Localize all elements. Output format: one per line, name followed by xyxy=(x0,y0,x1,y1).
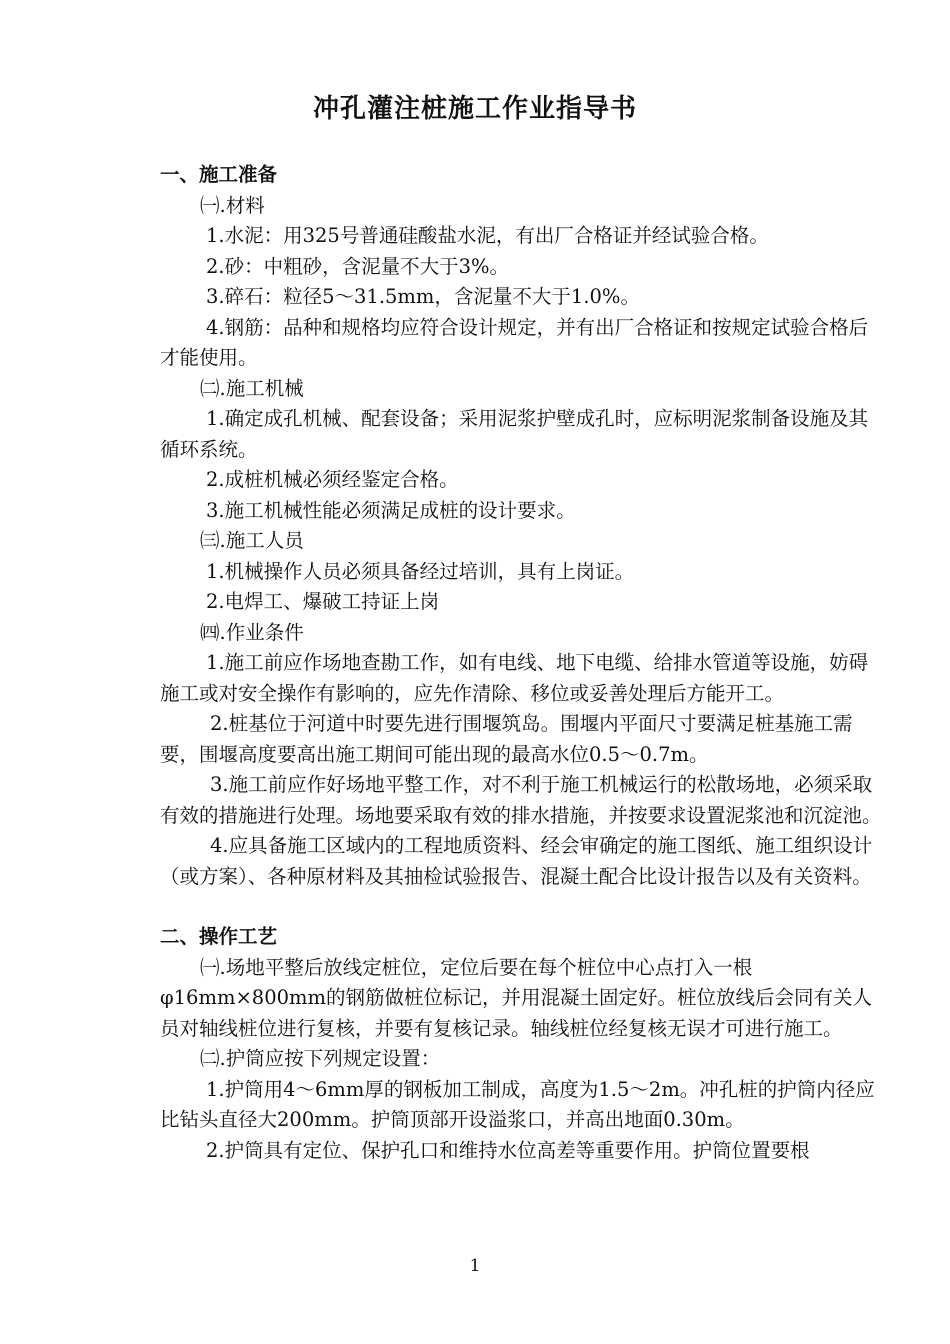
page-number: 1 xyxy=(469,1256,481,1276)
paragraph: 3.施工机械性能必须满足成桩的设计要求。 xyxy=(206,498,576,522)
paragraph: ㈠.场地平整后放线定桩位，定位后要在每个桩位中心点打入一根φ16mm×800mm的钢筋做桩位标记，并用混凝土固定好。桩位放线后会同有关人员对轴线桩位进行复核，并要有复核记录。轴线桩位经复核无误才可进行施工。 xyxy=(160,955,872,1040)
paragraph-gap xyxy=(160,892,886,922)
paragraph: 4.钢筋：品种和规格均应符合设计规定，并有出厂合格证和按规定试验合格后才能使用。 xyxy=(160,315,869,369)
paragraph: ㈡.护筒应按下列规定设置： xyxy=(200,1047,441,1070)
document-body xyxy=(160,160,886,1166)
paragraph: 1.机械操作人员必须具备经过培训，具有上岗证。 xyxy=(206,559,635,583)
paragraph: ㈢.施工人员 xyxy=(200,529,304,552)
paragraph: ㈣.作业条件 xyxy=(200,620,304,644)
paragraph: 1.施工前应作场地查勘工作，如有电线、地下电缆、给排水管道等设施，妨碍施工或对安全操作有影响的，应先作清除、移位或妥善处理后方能开工。 xyxy=(160,651,869,705)
paragraph: 二、操作工艺 xyxy=(160,925,278,948)
paragraph: 1.护筒用4～6mm厚的钢板加工制成，高度为1.5～2m。冲孔桩的护筒内径应比钻头直径大200mm。护筒顶部开设溢浆口，并高出地面0.30m。 xyxy=(160,1077,875,1131)
document-title: 冲孔灌注桩施工作业指导书 xyxy=(312,94,637,124)
paragraph: 3.碎石：粒径5～31.5mm，含泥量不大于1.0%。 xyxy=(206,285,640,308)
paragraph: 4.应具备施工区域内的工程地质资料、经会审确定的施工图纸、施工组织设计（或方案）、各种原材料及其抽检试验报告、混凝土配合比设计报告以及有关资料。 xyxy=(160,834,873,888)
paragraph: ㈡.施工机械 xyxy=(200,376,304,400)
paragraph: 2.电焊工、爆破工持证上岗 xyxy=(206,590,440,613)
paragraph: ㈠.材料 xyxy=(200,193,265,217)
paragraph: 2.成桩机械必须经鉴定合格。 xyxy=(206,468,459,491)
paragraph: 2.砂：中粗砂，含泥量不大于3%。 xyxy=(206,254,510,278)
paragraph: 一、施工准备 xyxy=(160,163,278,186)
paragraph: 1.确定成孔机械、配套设备；采用泥浆护壁成孔时，应标明泥浆制备设施及其循环系统。 xyxy=(160,407,869,461)
paragraph: 1.水泥：用325号普通硅酸盐水泥，有出厂合格证并经试验合格。 xyxy=(206,224,769,247)
paragraph: 2.护筒具有定位、保护孔口和维持水位高差等重要作用。护筒位置要根 xyxy=(206,1138,810,1162)
paragraph: 3.施工前应作好场地平整工作，对不利于施工机械运行的松散场地，必须采取有效的措施进行处理。场地要采取有效的排水措施，并按要求设置泥浆池和沉淀池。 xyxy=(160,773,882,827)
paragraph: 2.桩基位于河道中时要先进行围堰筑岛。围堰内平面尺寸要满足桩基施工需要，围堰高度要高出施工期间可能出现的最高水位0.5～0.7m。 xyxy=(160,712,853,766)
